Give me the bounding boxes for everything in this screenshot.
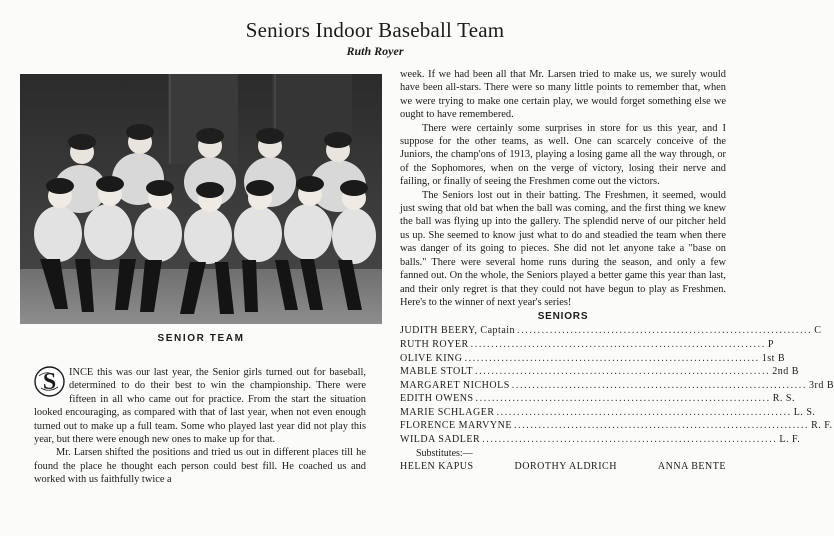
author-byline: Ruth Royer — [346, 44, 404, 58]
player-name: MABLE STOLT — [400, 366, 474, 378]
roster-row — [400, 379, 834, 393]
substitutes-label: Substitutes:— — [416, 447, 473, 459]
substitutes-row — [400, 460, 726, 474]
roster-row — [400, 365, 799, 379]
roster-row — [400, 433, 801, 447]
article-left-column — [34, 366, 366, 487]
player-name: FLORENCE MARVYNE — [400, 420, 512, 432]
dropcap-letter: S — [42, 369, 57, 395]
substitute-name: HELEN KAPUS — [400, 461, 474, 473]
player-position: 1st B — [761, 352, 786, 364]
player-name: EDITH OWENS — [400, 393, 474, 405]
roster-row — [400, 352, 786, 366]
player-position: L. S. — [793, 406, 816, 418]
roster-row — [400, 392, 795, 406]
player-name: RUTH ROYER — [400, 338, 469, 350]
roster-row — [400, 406, 816, 420]
player-position: R. F. — [811, 420, 833, 432]
leader-dots: ........................................................................ — [464, 352, 760, 364]
team-photo — [20, 74, 382, 324]
team-photo-illustration — [20, 74, 382, 324]
roster-row — [400, 338, 774, 352]
player-name: MARIE SCHLAGER — [400, 406, 495, 418]
page-title: Seniors Indoor Baseball Team — [245, 18, 505, 42]
player-position: 2nd B — [772, 366, 799, 378]
photo-caption: SENIOR TEAM — [157, 333, 245, 344]
roster-heading: SENIORS — [537, 311, 589, 323]
article-paragraph: There were certainly some surprises in store for us this year, and I suppose for the other teams, as well. One can scarcely conceive of the Juniors, the champ'ons of 1913, playing a losing game all the way through, or of the Sophomores, when on the verge of victory, losing their nerve and failing, or finally of seeing the Freshmen come out the victors. — [400, 122, 726, 188]
leader-dots: ........................................................................ — [475, 366, 771, 378]
player-position: R. S. — [772, 393, 795, 405]
leader-dots: ........................................................................ — [511, 379, 807, 391]
leader-dots: ........................................................................ — [513, 420, 810, 432]
article-paragraph: Mr. Larsen shifted the positions and tried us out in different places till he found the place he thought each person could best fill. He coached us and worked with us faithfully twice a — [34, 447, 366, 486]
paragraph-text: INCE this was our last year, the Senior girls turned out for baseball, determined to do their best to win the championship. There were fifteen in all who came out for practice. From the start the situation looked encouraging, as compared with that of last year, when not even enough turned out to make up a full team. Some who played last year did not play this year, but there were enough new ones to make up for that. — [34, 367, 366, 446]
leader-dots: ........................................................................ — [470, 338, 766, 350]
leader-dots: ........................................................................ — [475, 393, 771, 405]
substitute-name: ANNA BENTE — [657, 461, 726, 473]
article-paragraph: The Seniors lost out in their batting. The Freshmen, it seemed, would just swing that old bat when the ball was coming, and the first thing we knew the ball was flying up into the gallery. The splendid nerve of our pitcher held us up. She seemed to know just what to do and steadied the team when there was danger of its going to pieces. She did not let anyone take a "base on balls." There were several home runs during the season, and only a few fanned out. On the whole, the Seniors played a better game this year than last, and their only regret is that they could not have begun to play as Freshmen. Here's to the winner of next year's series! — [400, 189, 726, 308]
player-position: L. F. — [779, 434, 801, 446]
roster-row — [400, 419, 833, 433]
leader-dots: ........................................................................ — [517, 325, 813, 337]
player-position: P — [767, 338, 774, 350]
article-right-column — [400, 68, 834, 474]
player-name: JUDITH BEERY, Captain — [400, 325, 516, 337]
article-paragraph — [34, 366, 366, 446]
player-position: 3rd B — [808, 379, 834, 391]
dropcap-icon — [34, 366, 65, 397]
player-name: OLIVE KING — [400, 352, 463, 364]
player-name: WILDA SADLER — [400, 434, 481, 446]
roster-row — [400, 324, 822, 338]
roster-list — [400, 324, 834, 446]
substitute-name: DOROTHY ALDRICH — [514, 461, 617, 473]
player-name: MARGARET NICHOLS — [400, 379, 510, 391]
article-paragraph: week. If we had been all that Mr. Larsen tried to make us, we surely would have been all-stars. There were so many little points to remember that, when we were trying to make one certain play, we would forget something else we ought to have remembered. — [400, 69, 726, 121]
leader-dots: ........................................................................ — [482, 434, 778, 446]
leader-dots: ........................................................................ — [496, 406, 792, 418]
player-position: C — [814, 325, 822, 337]
